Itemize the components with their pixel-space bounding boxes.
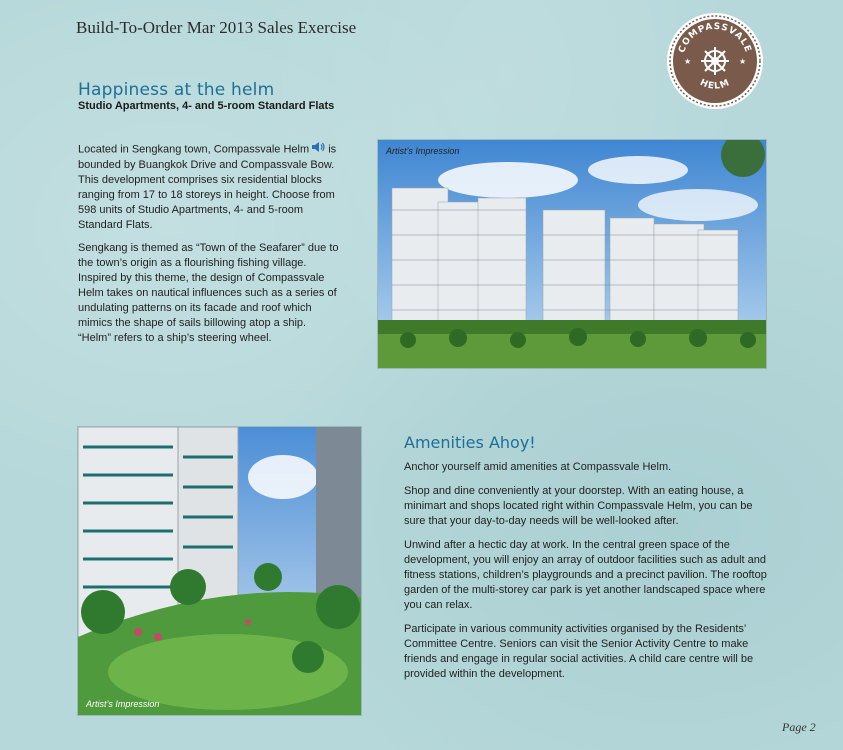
star-icon-left: ★ (684, 57, 692, 66)
amenities-paragraph: Anchor yourself amid amenities at Compassvale Helm. (404, 461, 672, 473)
garden-image (78, 427, 361, 715)
compassvale-helm-logo (666, 12, 764, 110)
ship-wheel-icon (701, 47, 729, 75)
amenities-text (404, 460, 776, 691)
star-icon-right: ★ (739, 57, 747, 66)
amenities-paragraph: Shop and dine conveniently at your doorstep. With an eating house, a minimart and shops located right within Compassvale Helm, you can be sure that your day-to-day needs will be well-looked after. (404, 485, 753, 527)
intro-text (78, 141, 340, 354)
section-title: Happiness at the helm (78, 80, 275, 100)
speaker-icon[interactable] (311, 141, 325, 158)
intro-paragraph (78, 141, 340, 233)
intro-lead: Located in Sengkang town, Compassvale Helm (78, 143, 310, 156)
theme-paragraph: Sengkang is themed as “Town of the Seafarer” due to the town’s origin as a flourishing fishing village. Inspired by this theme, the design of Compassvale Helm takes on nautical influences such as a series of undulating patterns on its facade and roof which mimics the shape of sails billowing atop a ship. “Helm” refers to a ship’s steering wheel. (78, 242, 339, 344)
intro-rest: is bounded by Buangkok Drive and Compassvale Bow. This development comprises six residential blocks ranging from 17 to 18 storeys in height. Choose from 598 units of Studio Apartments, 4- and 5-room Standard Flats. (78, 143, 337, 231)
logo-text-bottom: HELM (698, 77, 732, 92)
amenities-paragraph: Participate in various community activities organised by the Residents’ Committee Centre. Seniors can visit the Senior Activity Centre to make friends and engage in regular social activities. A child care centre will be provided within the development. (404, 623, 754, 680)
page-number: Page 2 (782, 720, 816, 734)
garden-image-caption: Artist’s Impression (86, 699, 160, 709)
section-subtitle: Studio Apartments, 4- and 5-room Standard Flats (78, 100, 335, 112)
amenities-title: Amenities Ahoy! (404, 433, 536, 452)
doc-title: Build-To-Order Mar 2013 Sales Exercise (76, 18, 357, 37)
building-image (378, 140, 766, 368)
logo-text-top: COMPASSVALE (677, 21, 753, 55)
amenities-paragraph: Unwind after a hectic day at work. In the central green space of the development, you will enjoy an array of outdoor facilities such as adult and fitness stations, children’s playgrounds and a precinct pavilion. The rooftop garden of the multi-storey car park is yet another landscaped space where you can relax. (404, 539, 767, 611)
image-caption: Artist’s Impression (386, 146, 460, 156)
